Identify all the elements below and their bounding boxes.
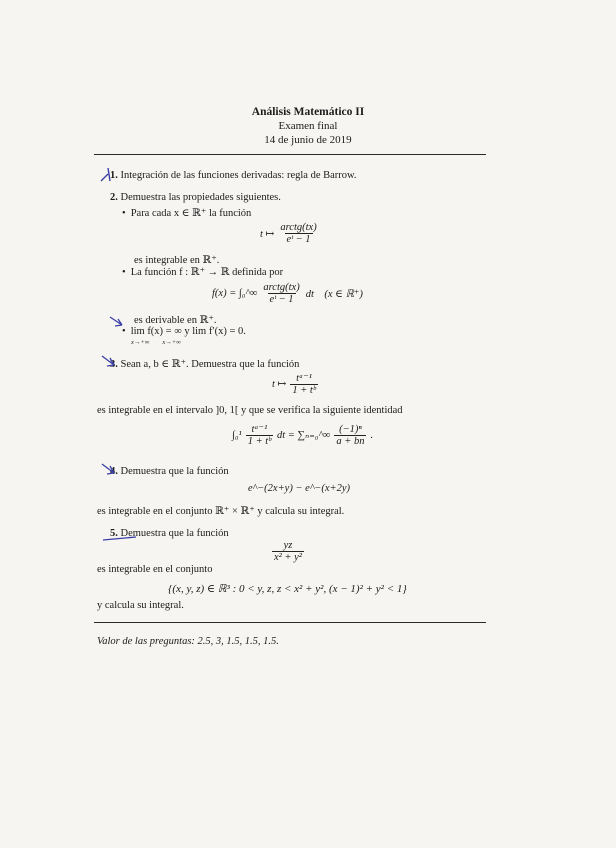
question-5-number: 5. <box>110 528 118 539</box>
question-3-identity-end: . <box>370 429 374 441</box>
question-3-identity-lhs: ∫₀¹ <box>232 429 242 441</box>
question-2-formula-2-den: eᵗ − 1 <box>269 294 294 305</box>
question-2-bullet-2 <box>122 266 283 278</box>
question-2-formula-1-lhs: t ↦ <box>260 228 275 240</box>
question-2-formula-2-lhs: f(x) = ∫₀^∞ <box>212 288 258 299</box>
question-2-formula-1-num: arctg(tx) <box>280 222 317 233</box>
question-4-text: Demuestra que la función <box>120 466 229 477</box>
question-3-formula-fraction <box>290 372 317 396</box>
question-5-text: Demuestra que la función <box>120 528 229 539</box>
pen-arrow-q2 <box>108 314 134 332</box>
question-3-text: Sean a, b ∈ ℝ⁺. Demuestra que la función <box>120 359 300 370</box>
question-5-end: y calcula su integral. <box>97 600 184 611</box>
top-rule <box>94 154 486 155</box>
pen-arrow-q4 <box>100 460 124 480</box>
question-3-identity-fraction-2 <box>334 424 366 447</box>
pen-underline-q5 <box>100 528 140 544</box>
question-4 <box>110 466 229 477</box>
question-3-identity-den-1: 1 + tᵇ <box>247 436 272 447</box>
pen-mark-q1 <box>98 164 122 184</box>
question-5-formula-den: x² + y² <box>274 552 302 563</box>
bottom-rule <box>94 622 486 623</box>
exam-title: Análisis Matemático II <box>251 106 365 118</box>
question-4-after: es integrable en el conjunto ℝ⁺ × ℝ⁺ y calcula su integral. <box>97 506 345 517</box>
question-2-formula-1 <box>260 222 319 245</box>
question-2-formula-1-den: eᵗ − 1 <box>286 234 311 245</box>
question-4-formula: e^−(2x+y) − e^−(x+2y) <box>248 483 350 494</box>
question-4-number: 4. <box>110 466 118 477</box>
pen-arrow-q3 <box>100 352 124 372</box>
question-2-number: 2. <box>110 192 118 203</box>
question-3 <box>110 358 299 370</box>
question-3-identity-num-2: (−1)ⁿ <box>339 423 362 435</box>
question-5-formula-fraction <box>272 540 304 563</box>
question-2-bullet-2-after: es derivable en ℝ⁺. <box>134 315 217 326</box>
question-3-after: es integrable en el intervalo ]0, 1[ y que se verifica la siguiente identidad <box>97 405 403 416</box>
question-5-set: {(x, y, z) ∈ ℝ³ : 0 < y, z, z < x² + y², (x − 1)² + y² < 1} <box>168 583 407 595</box>
question-2-bullet-1-after: es integrable en ℝ⁺. <box>134 255 220 266</box>
question-3-identity-fraction-1 <box>246 423 273 447</box>
question-2-formula-1-fraction <box>278 222 318 245</box>
question-2-formula-2-fraction <box>261 282 301 305</box>
question-3-formula-den: 1 + tᵇ <box>292 385 316 396</box>
question-1-text: Integración de las funciones derivadas: regla de Barrow. <box>120 170 357 181</box>
question-2-bullet-3-text: lim f(x) = ∞ y lim f′(x) = 0. <box>130 326 246 337</box>
question-2 <box>110 192 281 203</box>
question-3-identity-mid: dt = ∑ₙ₌₀^∞ <box>277 430 331 441</box>
question-2-bullet-3-limits: x→+∞ x→+∞ <box>131 339 181 346</box>
question-3-identity-num-1: tᵃ⁻¹ <box>251 424 268 435</box>
exam-date: 14 de junio de 2019 <box>264 134 352 146</box>
question-3-formula-lhs: t ↦ <box>272 379 287 390</box>
question-1 <box>110 170 357 181</box>
question-2-bullet-2-text: La función f : ℝ⁺ → ℝ definida por <box>130 267 284 278</box>
question-3-identity-den-2: a + bn <box>336 435 365 447</box>
question-values: Valor de las preguntas: 2.5, 3, 1.5, 1.5, 1.5. <box>97 636 279 647</box>
question-5-formula-num: yz <box>283 540 293 551</box>
question-1-number: 1. <box>110 170 118 181</box>
question-2-bullet-1-text: Para cada x ∈ ℝ⁺ la función <box>130 208 252 219</box>
exam-subtitle: Examen final <box>278 120 338 132</box>
question-2-bullet-3 <box>122 326 246 337</box>
question-2-formula-2 <box>212 282 363 305</box>
question-5-formula <box>272 540 304 563</box>
question-5-after: es integrable en el conjunto <box>97 564 213 575</box>
question-3-number: 3. <box>110 359 118 370</box>
question-3-identity <box>232 423 373 447</box>
question-2-formula-2-num: arctg(tx) <box>263 282 300 293</box>
question-3-formula <box>272 372 318 396</box>
question-2-formula-2-rhs: dt (x ∈ ℝ⁺) <box>305 288 363 300</box>
question-2-bullet-1 <box>122 207 251 219</box>
question-3-formula-num: tᵃ⁻¹ <box>296 373 312 384</box>
question-2-intro: Demuestra las propiedades siguientes. <box>120 192 281 203</box>
